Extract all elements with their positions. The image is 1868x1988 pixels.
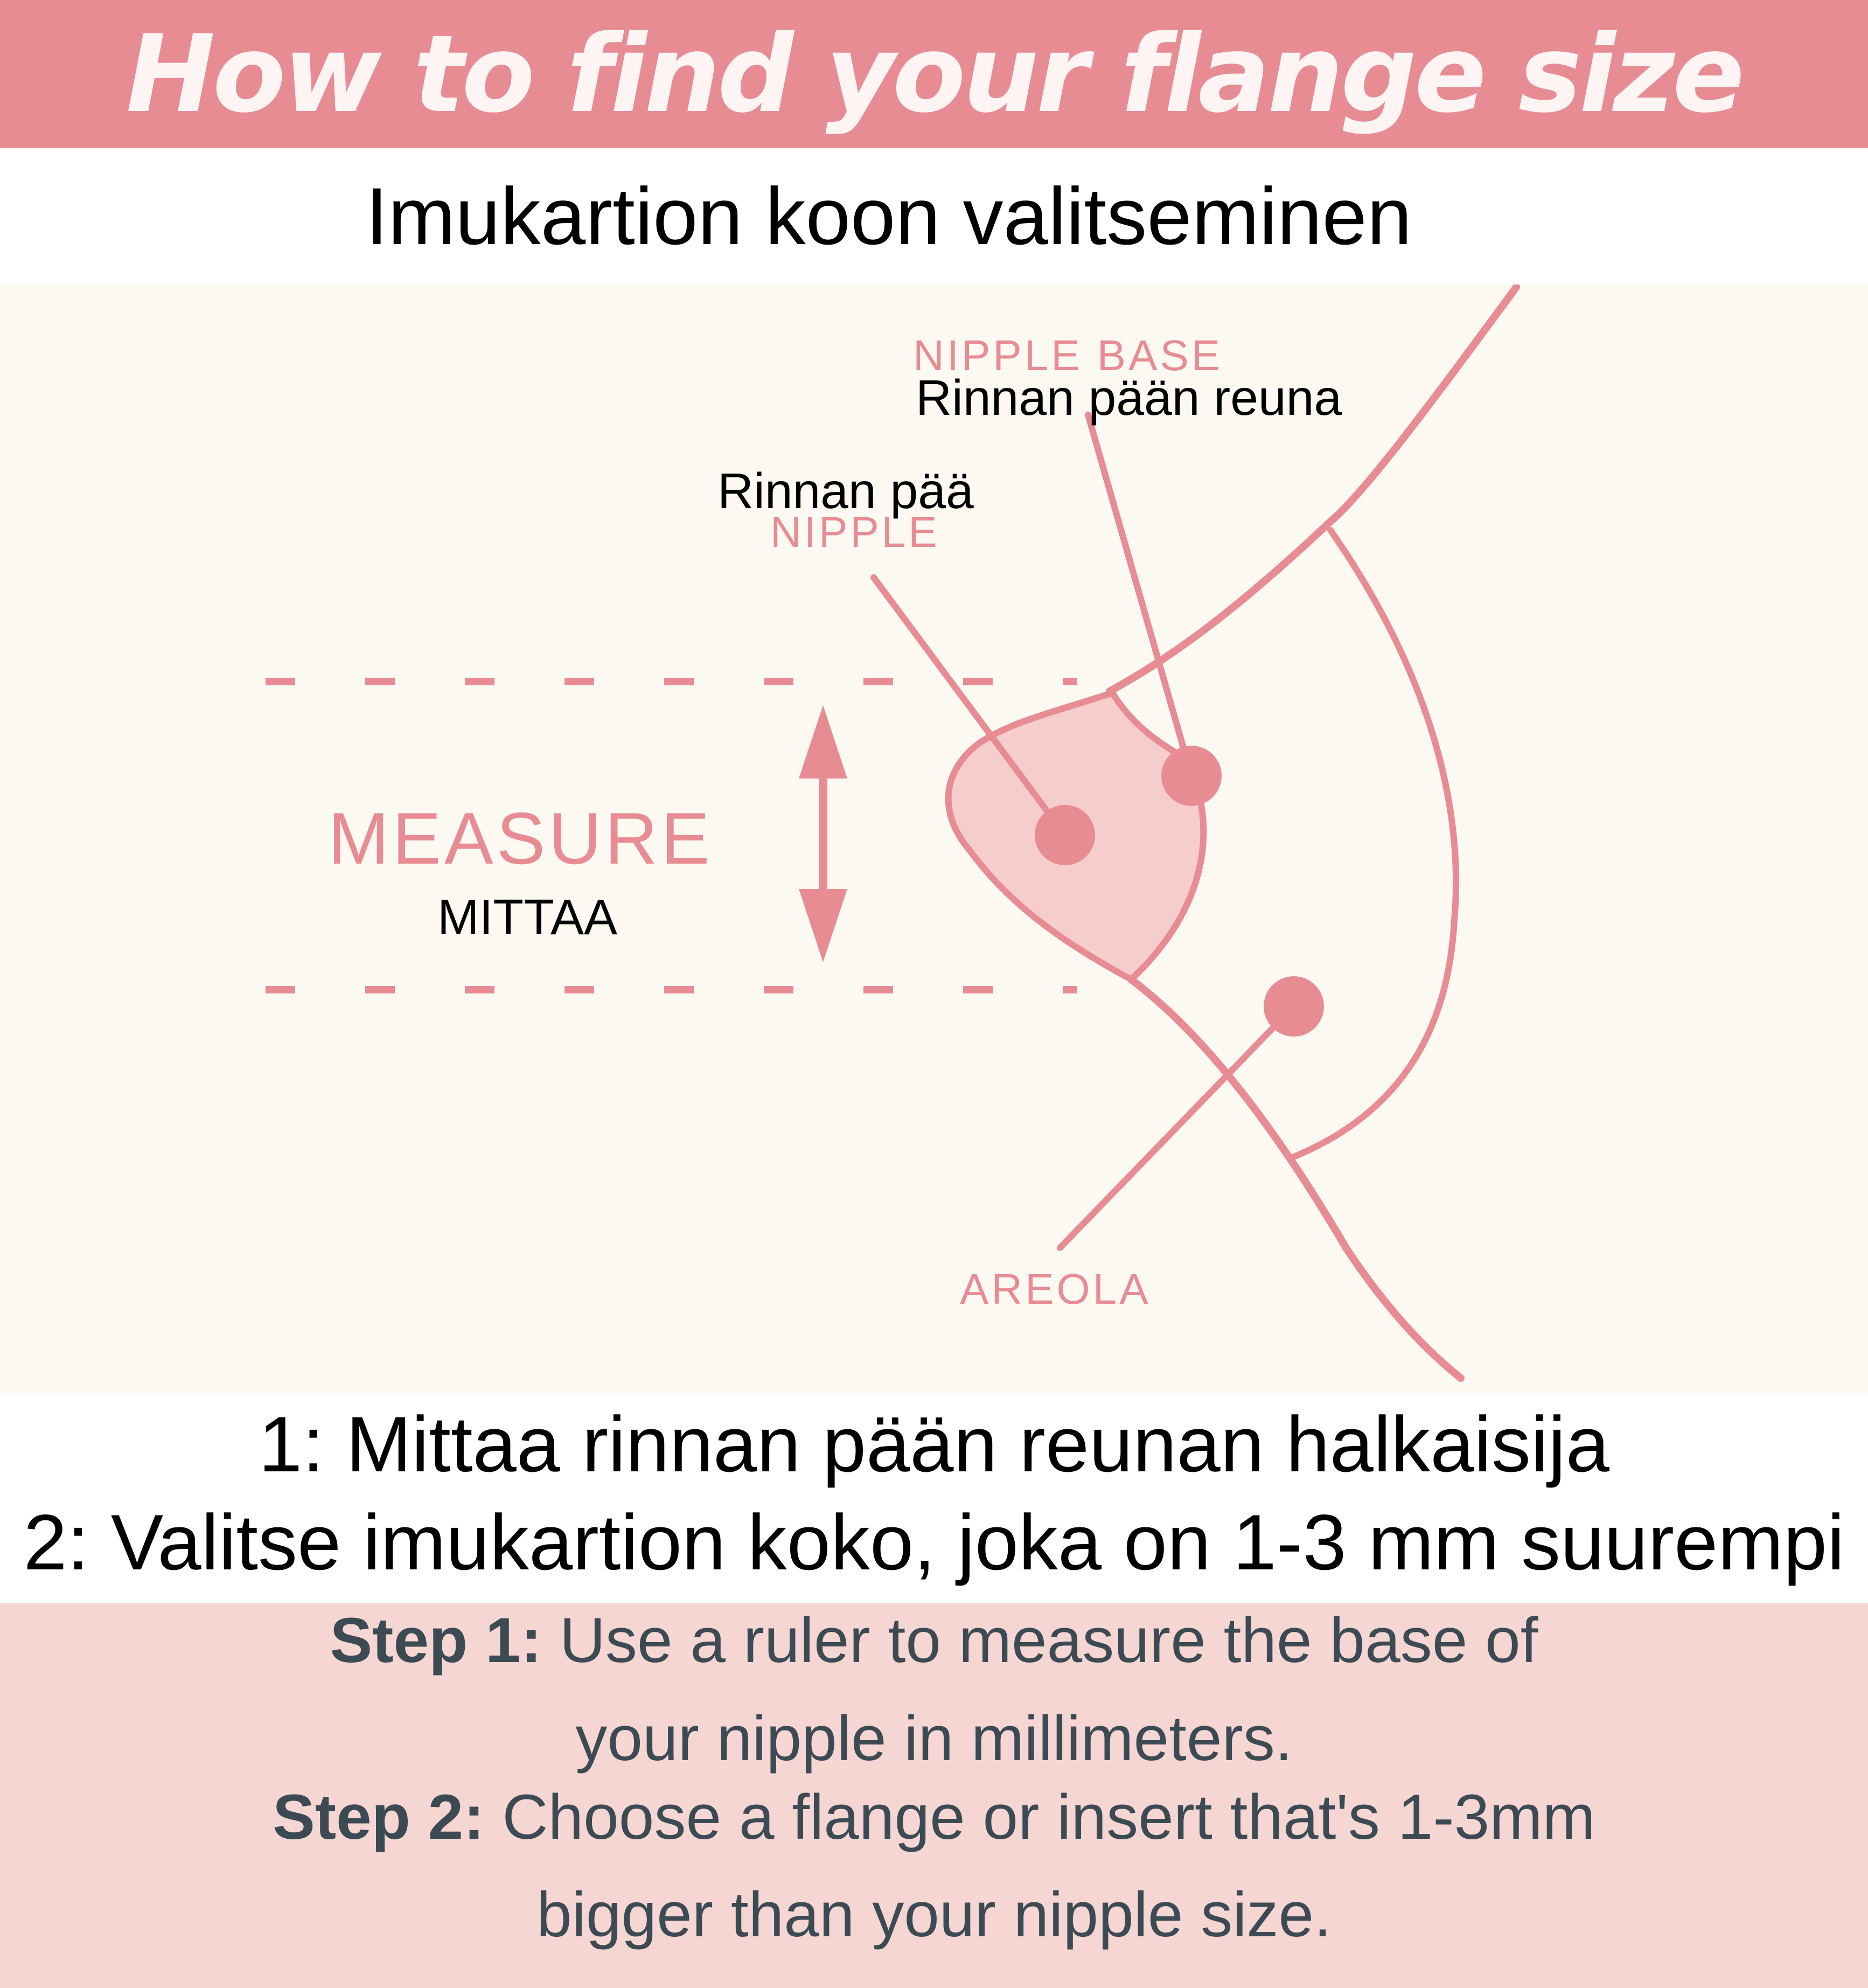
- measure-label-fi: MITTAA: [437, 889, 618, 945]
- step2-label: Step 2:: [273, 1782, 485, 1853]
- breast-diagram-illustration: [0, 284, 1868, 1393]
- nipple-base-marker: [1161, 746, 1222, 806]
- areola-marker: [1264, 976, 1324, 1037]
- nipple-label-fi: Rinnan pää: [717, 463, 974, 519]
- areola-arc: [1293, 530, 1456, 1157]
- page-title: How to find your flange size: [126, 12, 1742, 136]
- areola-label-en: AREOLA: [960, 1265, 1151, 1313]
- nipple-base-label-en: NIPPLE BASE: [913, 331, 1223, 379]
- measure-arrow: [799, 705, 847, 962]
- nipple-label-en: NIPPLE: [770, 508, 940, 556]
- step2-line1: [0, 1782, 1868, 1853]
- flange-diagram: [0, 284, 1868, 1393]
- instruction-fi-step2: 2: Valitse imukartion koko, joka on 1-3 mm suurempi: [23, 1498, 1845, 1586]
- instruction-fi-step1: 1: Mittaa rinnan pään reunan halkaisija: [259, 1400, 1609, 1488]
- step1-label: Step 1:: [330, 1605, 542, 1676]
- areola-leader: [1060, 1006, 1294, 1248]
- step2-text: Choose a flange or insert that's 1-3mm: [502, 1782, 1595, 1853]
- measure-label-en: MEASURE: [328, 797, 713, 879]
- nipple-marker: [1035, 805, 1095, 865]
- step1-line2: your nipple in millimeters.: [575, 1703, 1293, 1774]
- step2-line2: bigger than your nipple size.: [536, 1879, 1332, 1950]
- nipple-base-label-fi: Rinnan pään reuna: [916, 370, 1342, 426]
- step1-line1: [0, 1605, 1868, 1676]
- breast-outline-lower: [1131, 979, 1461, 1378]
- page-subtitle: Imukartion koon valitseminen: [365, 171, 1412, 261]
- step1-text: Use a ruler to measure the base of: [559, 1605, 1538, 1676]
